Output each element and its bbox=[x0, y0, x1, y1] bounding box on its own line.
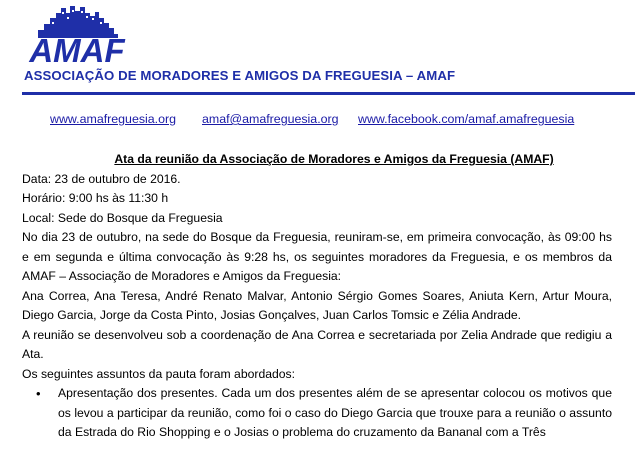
minutes-body bbox=[22, 150, 612, 443]
minutes-title: Ata da reunião da Associação de Moradores e Amigos da Freguesia (AMAF) bbox=[114, 152, 554, 166]
website-link[interactable]: www.amafreguesia.org bbox=[50, 112, 177, 126]
list-item: • Apresentação dos presentes. Cada um dos presentes além de se apresentar colocou os motivos que os levou a participar da reunião, como foi o caso do Diego Garcia que trouxe para a reunião o assunto da Estrada do Rio Shopping e o Josias o problema do cruzamento da Bananal com a Três bbox=[46, 384, 612, 443]
coordination-paragraph: A reunião se desenvolveu sob a coordenação de Ana Correa e secretariada por Zelia Andrade que redigiu a Ata. bbox=[22, 327, 612, 361]
topics-list bbox=[22, 384, 612, 443]
meeting-date: Data: 23 de outubro de 2016. bbox=[22, 171, 181, 186]
header-divider bbox=[22, 92, 635, 95]
intro-paragraph: No dia 23 de outubro, na sede do Bosque da Freguesia, reuniram-se, em primeira convocação, às 09:00 hs e em segunda e última convocação às 9:28 hs, os seguintes moradores da Freguesia, e os membros da AMAF – Associação de Moradores e Amigos da Freguesia: bbox=[22, 230, 612, 283]
logo-text: AMAF bbox=[29, 32, 125, 66]
topics-intro: Os seguintes assuntos da pauta foram abordados: bbox=[22, 366, 296, 381]
organization-name: ASSOCIAÇÃO DE MORADORES E AMIGOS DA FREGUESIA – AMAF bbox=[24, 68, 456, 83]
email-link[interactable]: amaf@amafreguesia.org bbox=[202, 112, 339, 126]
meeting-location: Local: Sede do Bosque da Freguesia bbox=[22, 210, 223, 225]
attendees-paragraph: Ana Correa, Ana Teresa, André Renato Malvar, Antonio Sérgio Gomes Soares, Aniuta Kern, Artur Moura, Diego Garcia, Jorge da Costa Pinto, Josias Gonçalves, Juan Carlos Tomsic e Zélia Andrade. bbox=[22, 288, 612, 322]
meeting-time: Horário: 9:00 hs às 11:30 h bbox=[22, 191, 169, 205]
amaf-logo bbox=[20, 4, 135, 66]
facebook-link[interactable]: www.facebook.com/amaf.amafreguesia bbox=[358, 112, 575, 126]
